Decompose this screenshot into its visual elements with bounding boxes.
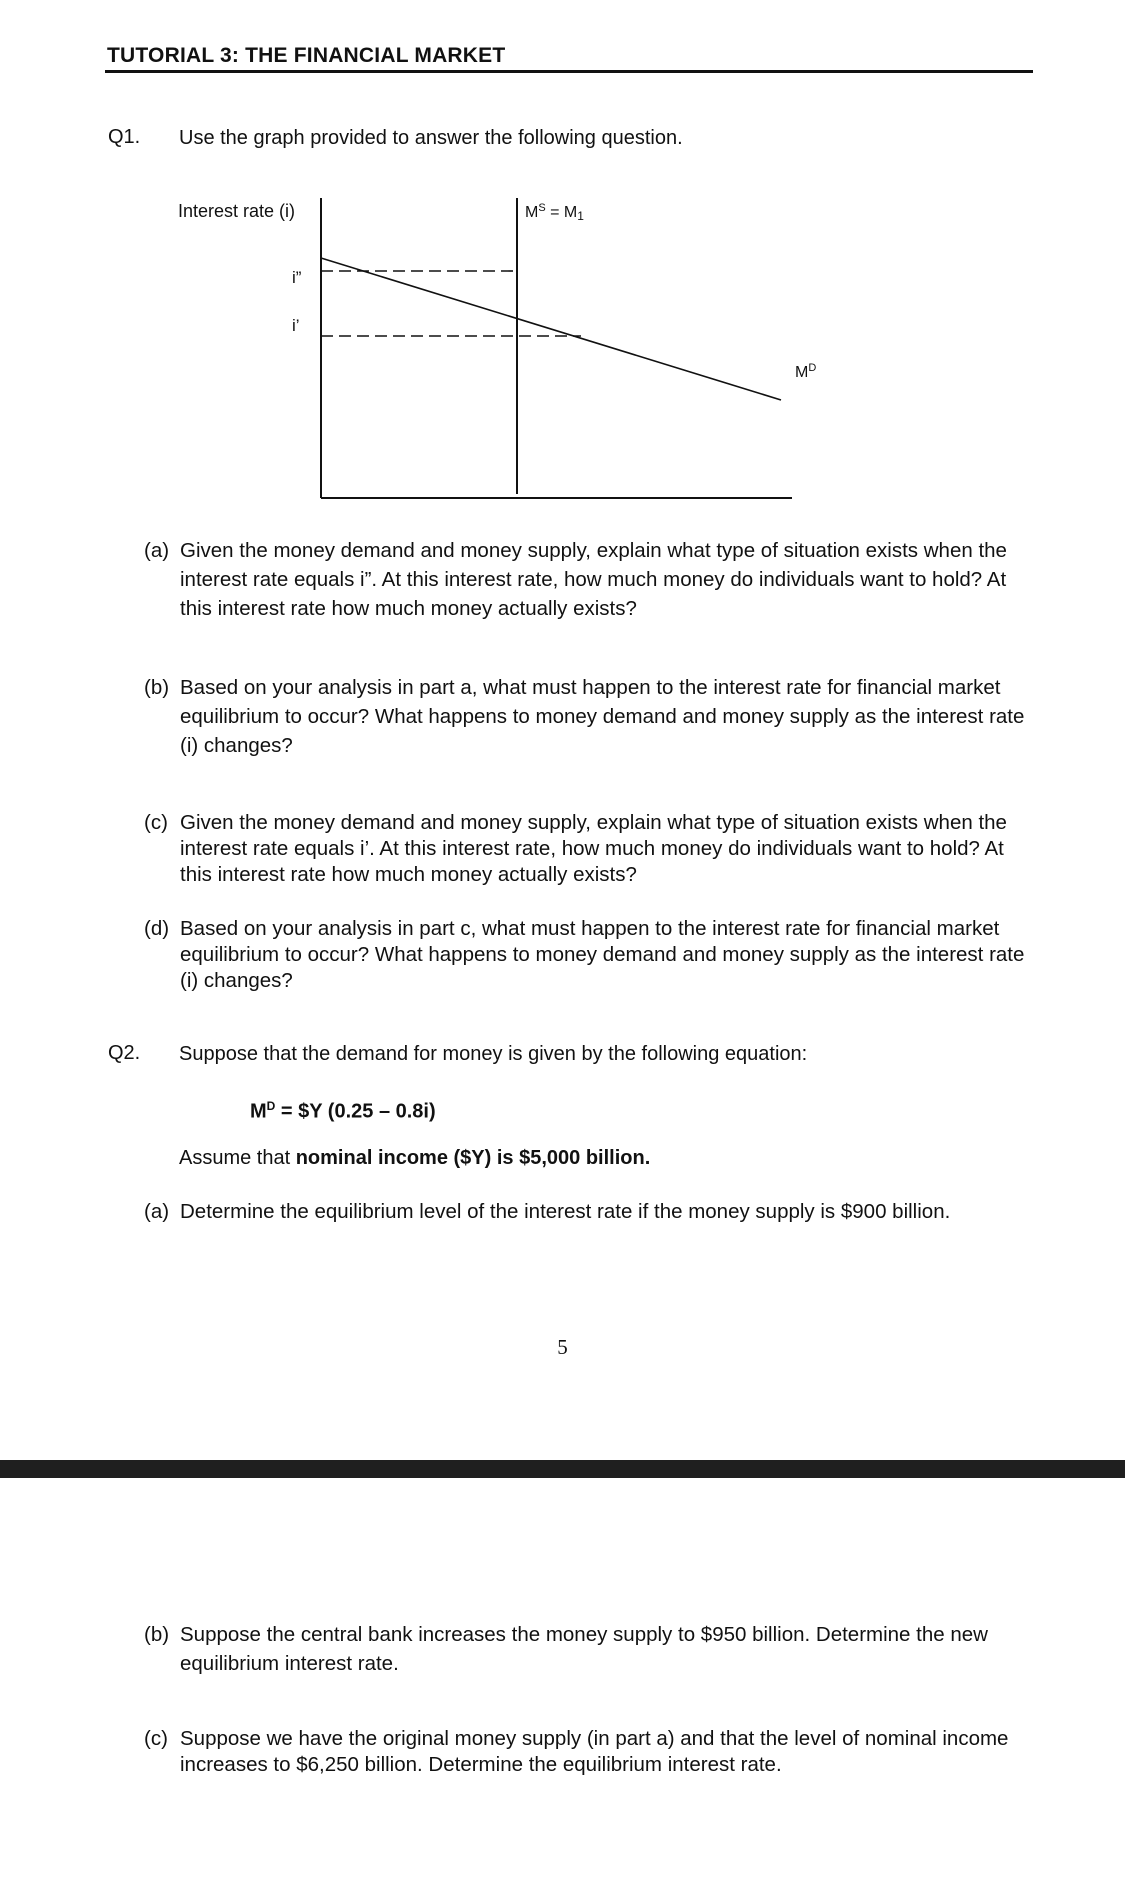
q1-part-d — [144, 916, 1034, 994]
page-number: 5 — [557, 1335, 568, 1359]
q1-part-a-label: (a) — [144, 539, 170, 562]
i-prime-label: i’ — [292, 316, 300, 335]
q1-part-b-text: Based on your analysis in part a, what must happen to the interest rate for financial market equilibrium to occur? What happens to money demand and money supply as the interest rate (i) changes? — [180, 676, 1025, 757]
q2-intro: Suppose that the demand for money is given by the following equation: — [179, 1043, 808, 1065]
money-demand-label: $M^D$ — [795, 362, 817, 381]
q1-part-a-text: Given the money demand and money supply, explain what type of situation exists when the interest rate equals i”. At this interest rate, how much money do individuals want to hold? At this interest rate how much money actually exists? — [180, 539, 1007, 620]
q2-part-b — [144, 1620, 1034, 1678]
q2-part-b-label: (b) — [144, 1623, 170, 1646]
q1-intro: Use the graph provided to answer the following question. — [179, 127, 683, 149]
q1-part-d-text: Based on your analysis in part c, what must happen to the interest rate for financial market equilibrium to occur? What happens to money demand and money supply as the interest rate (i) changes? — [180, 917, 1025, 992]
q1-part-b — [144, 673, 1034, 760]
i-double-prime-label: i” — [292, 268, 302, 287]
q2-part-a — [144, 1197, 1034, 1226]
q2-part-c — [144, 1726, 1034, 1778]
q2-number: Q2. — [108, 1042, 141, 1064]
q2-part-c-label: (c) — [144, 1727, 168, 1750]
y-axis-label: Interest rate (i) — [178, 201, 296, 221]
q1-part-d-label: (d) — [144, 917, 170, 940]
page-separator — [0, 1460, 1125, 1478]
title-underline — [105, 70, 1033, 73]
money-demand-line — [321, 258, 781, 400]
q2-part-a-text: Determine the equilibrium level of the interest rate if the money supply is $900 billion. — [180, 1200, 951, 1223]
q1-part-c — [144, 810, 1034, 888]
money-market-graph — [170, 190, 817, 510]
q1-part-a — [144, 536, 1034, 623]
q1-part-c-text: Given the money demand and money supply, explain what type of situation exists when the interest rate equals i’. At this interest rate, how much money do individuals want to hold? At this interest rate how much money actually exists? — [180, 811, 1007, 886]
page-title: TUTORIAL 3: THE FINANCIAL MARKET — [107, 44, 506, 67]
q1-part-c-label: (c) — [144, 811, 168, 834]
q2-assumption: Assume that nominal income ($Y) is $5,000 billion. — [179, 1147, 651, 1169]
q1-part-b-label: (b) — [144, 676, 170, 699]
money-supply-label: $M^S = M1$ — [525, 202, 584, 223]
q2-part-a-label: (a) — [144, 1200, 170, 1223]
q1-number: Q1. — [108, 126, 141, 148]
q2-part-b-text: Suppose the central bank increases the money supply to $950 billion. Determine the new equilibrium interest rate. — [180, 1623, 988, 1675]
q2-part-c-text: Suppose we have the original money supply (in part a) and that the level of nominal income increases to $6,250 billion. Determine the equilibrium interest rate. — [180, 1727, 1009, 1776]
money-demand-equation: $M^D$ = $Y (0.25 – 0.8i) — [250, 1099, 436, 1123]
